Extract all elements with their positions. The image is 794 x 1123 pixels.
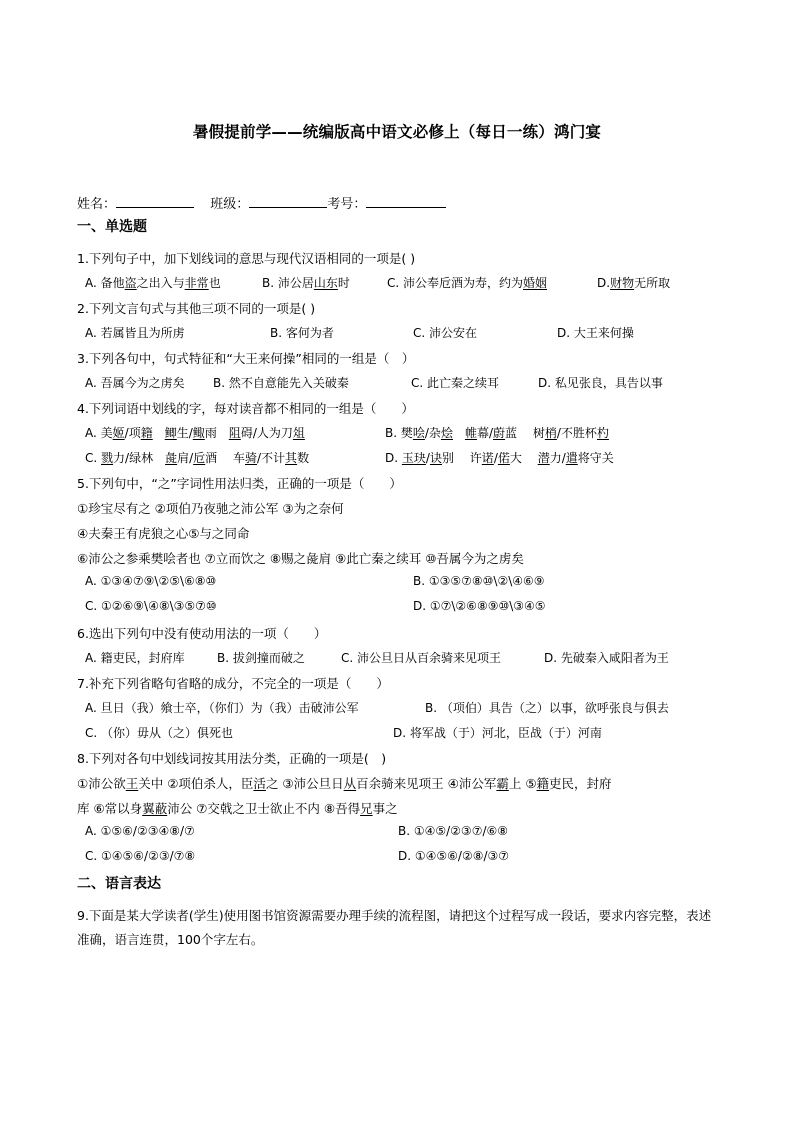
question-9-text: 9.下面是某大学读者(学生)使用图书馆资源需要办理手续的流程图，请把这个过程写成一段话，要求内容完整，表述准确，语言连贯，100个字左右。 — [77, 908, 712, 947]
q8-option-a[interactable]: A. ①⑤⑥/②③④⑧/⑦ — [85, 824, 195, 838]
exam-label: 考号： — [327, 197, 367, 212]
q8-option-d[interactable]: D. ①④⑤⑥/②⑧/③⑦ — [398, 849, 510, 863]
q5-sentence-line-2: ④夫秦王有虎狼之心⑤与之同命 — [77, 526, 250, 541]
q3-option-c[interactable]: C. 此亡秦之续耳 — [411, 376, 500, 390]
question-3-stem: 3.下列各句中，句式特征和“大王来何操”相同的一组是（ ） — [77, 351, 415, 366]
question-1-stem: 1.下列句子中，加下划线词的意思与现代汉语相同的一项是( ) — [77, 251, 416, 266]
question-8-stem: 8.下列对各句中划线词按其用法分类，正确的一项是( ) — [77, 751, 387, 766]
q2-option-d[interactable]: D. 大王来何操 — [557, 326, 634, 340]
q6-option-b[interactable]: B. 拔剑撞而破之 — [217, 651, 305, 665]
question-5-stem: 5.下列句中，“之”字词性用法归类，正确的一项是（ ） — [77, 476, 402, 491]
q3-option-a[interactable]: A. 吾属今为之虏矣 — [85, 376, 185, 390]
q1-option-a[interactable]: A. 备他盗之出入与非常也 — [85, 276, 221, 290]
q8-option-b[interactable]: B. ①④⑤/②③⑦/⑥⑧ — [398, 824, 509, 838]
q5-sentence-line-3: ⑥沛公之参乘樊哙者也 ⑦立而饮之 ⑧赐之彘肩 ⑨此亡秦之续耳 ⑩吾属今为之虏矣 — [77, 551, 524, 566]
exam-blank[interactable] — [366, 195, 446, 208]
q5-option-d[interactable]: D. ①⑦\②⑥⑧⑨⑩\③④⑤ — [413, 599, 546, 613]
section-heading-language-expression: 二、语言表达 — [77, 876, 161, 892]
student-info-line — [77, 193, 446, 212]
q5-option-b[interactable]: B. ①③⑤⑦⑧⑩\②\④⑥⑨ — [413, 574, 545, 588]
page-title: 暑假提前学——统编版高中语文必修上（每日一练）鸿门宴 — [192, 123, 602, 141]
q3-option-d[interactable]: D. 私见张良，具告以事 — [538, 376, 663, 390]
q4-option-c[interactable]: C. 戮力/绿林 彘肩/卮酒 车骑/不计其数 — [85, 451, 310, 465]
q5-sentence-line-1: ①珍宝尽有之 ②项伯乃夜驰之沛公军 ③为之奈何 — [77, 501, 344, 516]
q7-option-d[interactable]: D. 将军战（于）河北，臣战（于）河南 — [393, 726, 602, 740]
q2-option-c[interactable]: C. 沛公安在 — [413, 326, 478, 340]
name-label: 姓名： — [77, 197, 117, 212]
q8-sentence-line-2: 库 ⑥常以身翼蔽沛公 ⑦交戟之卫士欲止不内 ⑧吾得兄事之 — [77, 801, 398, 816]
q7-option-c[interactable]: C. （你）毋从（之）俱死也 — [85, 726, 234, 740]
q6-option-d[interactable]: D. 先破秦入咸阳者为王 — [544, 651, 669, 665]
q8-sentence-line-1: ①沛公欲王关中 ②项伯杀人，臣活之 ③沛公旦日从百余骑来见项王 ④沛公军霸上 ⑤籍吏民，封府 — [77, 776, 612, 791]
q2-option-b[interactable]: B. 客何为者 — [270, 326, 334, 340]
class-label: 班级： — [210, 197, 250, 212]
q8-option-c[interactable]: C. ①④⑤⑥/②③/⑦⑧ — [85, 849, 196, 863]
q7-option-b[interactable]: B. （项伯）具告（之）以事，欲呼张良与俱去 — [425, 701, 669, 715]
q5-option-a[interactable]: A. ①③④⑦⑨\②⑤\⑥⑧⑩ — [85, 574, 217, 588]
question-7-stem: 7.补充下列省略句省略的成分，不完全的一项是（ ） — [77, 676, 389, 691]
name-blank[interactable] — [116, 195, 194, 208]
q4-option-d[interactable]: D. 玉玦/诀别 许诺/偌大 潜力/遣将守关 — [385, 451, 614, 465]
q6-option-a[interactable]: A. 籍吏民，封府库 — [85, 651, 185, 665]
q1-option-b[interactable]: B. 沛公居山东时 — [262, 276, 350, 290]
q1-option-d[interactable]: D.财物无所取 — [597, 276, 671, 290]
section-heading-single-choice: 一、单选题 — [77, 219, 147, 235]
q5-option-c[interactable]: C. ①②⑥⑨\④⑧\③⑤⑦⑩ — [85, 599, 217, 613]
question-4-stem: 4.下列词语中划线的字，每对读音都不相同的一组是（ ） — [77, 401, 414, 416]
q3-option-b[interactable]: B. 然不自意能先入关破秦 — [213, 376, 349, 390]
q1-option-c[interactable]: C. 沛公奉卮酒为寿，约为婚姻 — [387, 276, 548, 290]
class-blank[interactable] — [249, 195, 327, 208]
q6-option-c[interactable]: C. 沛公旦日从百余骑来见项王 — [341, 651, 502, 665]
q4-option-b[interactable]: B. 樊哙/杂烩 帷幕/蔚蓝 树梢/不胜杯杓 — [385, 426, 609, 440]
q7-option-a[interactable]: A. 旦日（我）飨士卒，（你们）为（我）击破沛公军 — [85, 701, 359, 715]
q4-option-a[interactable]: A. 美姬/项籍 鲫生/鲰雨 阻碍/人为刀俎 — [85, 426, 305, 440]
question-6-stem: 6.选出下列句中没有使动用法的一项（ ） — [77, 626, 327, 641]
question-2-stem: 2.下列文言句式与其他三项不同的一项是( ) — [77, 301, 316, 316]
q2-option-a[interactable]: A. 若属皆且为所虏 — [85, 326, 185, 340]
